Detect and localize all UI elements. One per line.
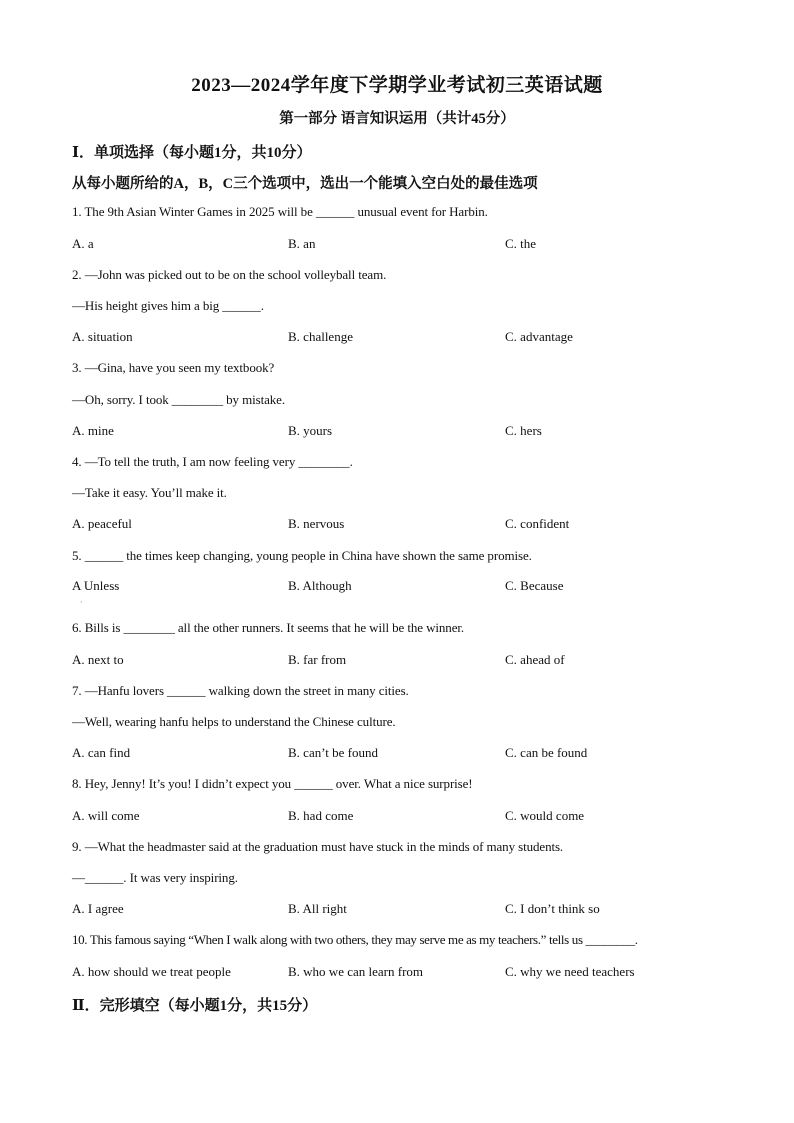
question-4-response: —Take it easy. You’ll make it. xyxy=(72,485,227,500)
question-3-option-c: C. hers xyxy=(505,423,542,438)
question-10-text: 10. This famous saying “When I walk along with two others, they may serve me as my teachers.” tells us ________. xyxy=(72,932,638,947)
question-3-option-a: A. mine xyxy=(72,423,114,438)
question-7-option-c: C. can be found xyxy=(505,745,588,760)
question-2-option-b: B. challenge xyxy=(288,329,353,344)
question-3-text: 3. —Gina, have you seen my textbook? xyxy=(72,360,275,375)
question-9-response: —______. It was very inspiring. xyxy=(72,870,238,885)
section-2-heading: Ⅱ．完形填空（每小题1分，共15分） xyxy=(72,998,318,1014)
question-4-option-b: B. nervous xyxy=(288,516,345,531)
question-6-option-b: B. far from xyxy=(288,652,347,667)
question-4-text: 4. —To tell the truth, I am now feeling very ________. xyxy=(72,454,353,469)
question-8-option-b: B. had come xyxy=(288,808,354,823)
question-7-text: 7. —Hanfu lovers ______ walking down the street in many cities. xyxy=(72,683,409,698)
question-6-option-c: C. ahead of xyxy=(505,652,565,667)
question-5-text: 5. ______ the times keep changing, young people in China have shown the same promise. xyxy=(72,548,532,563)
question-10-option-c: C. why we need teachers xyxy=(505,964,635,979)
section-1-instruction: 从每小题所给的A，B，C三个选项中，选出一个能填入空白处的最佳选项 xyxy=(72,176,538,192)
question-8-text: 8. Hey, Jenny! It’s you! I didn’t expect you ______ over. What a nice surprise! xyxy=(72,776,473,791)
question-10-option-b: B. who we can learn from xyxy=(288,964,424,979)
question-3-response: —Oh, sorry. I took ________ by mistake. xyxy=(72,392,285,407)
question-8-option-c: C. would come xyxy=(505,808,585,823)
question-6-text: 6. Bills is ________ all the other runners. It seems that he will be the winner. xyxy=(72,620,465,635)
question-9-option-c: C. I don’t think so xyxy=(505,901,600,916)
question-2-option-c: C. advantage xyxy=(505,329,573,344)
question-6-option-a: A. next to xyxy=(72,652,124,667)
question-1-option-a: A. a xyxy=(72,236,94,251)
question-5-option-c: C. Because xyxy=(505,578,564,593)
question-2-text: 2. —John was picked out to be on the school volleyball team. xyxy=(72,267,387,282)
question-5-option-a: A Unless xyxy=(72,578,120,593)
exam-title: 2023—2024学年度下学期学业考试初三英语试题 xyxy=(191,75,603,96)
question-4-option-a: A. peaceful xyxy=(72,516,132,531)
question-7-option-b: B. can’t be found xyxy=(288,745,379,760)
section-1-heading: Ⅰ．单项选择（每小题1分，共10分） xyxy=(72,145,312,161)
question-7-option-a: A. can find xyxy=(72,745,131,760)
question-4-option-c: C. confident xyxy=(505,516,570,531)
question-2-option-a: A. situation xyxy=(72,329,133,344)
question-7-response: —Well, wearing hanfu helps to understand the Chinese culture. xyxy=(72,714,396,729)
question-8-option-a: A. will come xyxy=(72,808,140,823)
question-10-option-a: A. how should we treat people xyxy=(72,964,231,979)
question-9-text: 9. —What the headmaster said at the graduation must have stuck in the minds of many students. xyxy=(72,839,564,854)
question-1-text: 1. The 9th Asian Winter Games in 2025 will be ______ unusual event for Harbin. xyxy=(72,204,488,219)
question-9-option-b: B. All right xyxy=(288,901,347,916)
question-2-response: —His height gives him a big ______. xyxy=(72,298,264,313)
part-one-subtitle: 第一部分 语言知识运用（共计45分） xyxy=(279,111,515,127)
stray-mark: · xyxy=(80,598,83,607)
question-3-option-b: B. yours xyxy=(288,423,333,438)
question-1-option-b: B. an xyxy=(288,236,316,251)
question-5-option-b: B. Although xyxy=(288,578,352,593)
question-1-option-c: C. the xyxy=(505,236,537,251)
question-9-option-a: A. I agree xyxy=(72,901,124,916)
